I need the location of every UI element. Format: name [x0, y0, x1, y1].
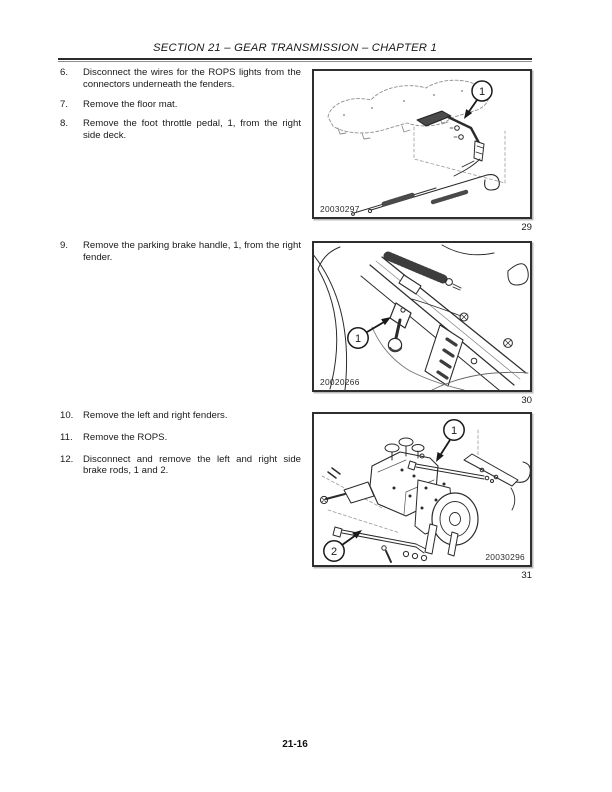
step-number: 11. [60, 431, 73, 443]
figure-number: 30 [521, 395, 532, 406]
step-item-7 [60, 99, 301, 111]
figure-number: 29 [521, 222, 532, 233]
step-text: Disconnect the wires for the ROPS lights from the connectors underneath the fenders. [83, 67, 301, 90]
step-text: Disconnect and remove the left and right side brake rods, 1 and 2. [83, 453, 301, 477]
header-rule-thick [58, 58, 532, 60]
header-rule-thin [58, 61, 532, 62]
step-text: Remove the parking brake handle, 1, from the right fender. [83, 240, 301, 263]
step-text: Remove the ROPS. [83, 431, 168, 443]
callout-2-marker [324, 527, 364, 561]
step-number: 10. [60, 410, 74, 421]
callout-2-label: 2 [330, 546, 338, 558]
page-number: 21-16 [282, 739, 308, 750]
step-list-10-12 [60, 410, 301, 487]
photo-id: 20020266 [320, 377, 360, 387]
figure-29-frame [312, 69, 532, 219]
figure-31-frame [312, 412, 532, 567]
header-rule [58, 58, 532, 63]
step-item-9 [60, 240, 301, 264]
step-list-9 [60, 240, 301, 272]
step-number: 7. [60, 98, 69, 110]
figure-30-frame [312, 241, 532, 392]
step-number: 6. [60, 67, 69, 78]
throttle-pedal-illustration [314, 71, 530, 217]
callout-1-label: 1 [450, 425, 458, 437]
step-item-12 [60, 454, 301, 478]
callout-1-label: 1 [354, 333, 362, 345]
callout-1-label: 1 [478, 86, 486, 98]
step-text: Remove the floor mat. [83, 98, 178, 110]
figure-number: 31 [521, 570, 532, 581]
step-item-11 [60, 432, 301, 444]
step-item-6 [60, 67, 301, 91]
callout-1-marker [433, 420, 464, 464]
step-number: 9. [60, 240, 69, 251]
step-number: 8. [60, 118, 69, 130]
figure-30 [312, 241, 532, 406]
section-header: SECTION 21 – GEAR TRANSMISSION – CHAPTER 1 [153, 42, 437, 54]
step-text: Remove the left and right fenders. [83, 410, 228, 421]
photo-id: 20030297 [320, 204, 360, 214]
photo-id: 20030296 [485, 552, 525, 562]
figure-29 [312, 69, 532, 233]
step-item-10 [60, 410, 301, 422]
transmission-brake-rods-illustration [314, 414, 530, 565]
callout-1-marker [348, 314, 393, 348]
figure-31 [312, 412, 532, 581]
step-item-8 [60, 118, 301, 142]
step-text: Remove the foot throttle pedal, 1, from the right side deck. [83, 118, 301, 142]
step-number: 12. [60, 453, 74, 465]
parking-brake-illustration [314, 243, 530, 390]
step-list-6-8 [60, 67, 301, 150]
